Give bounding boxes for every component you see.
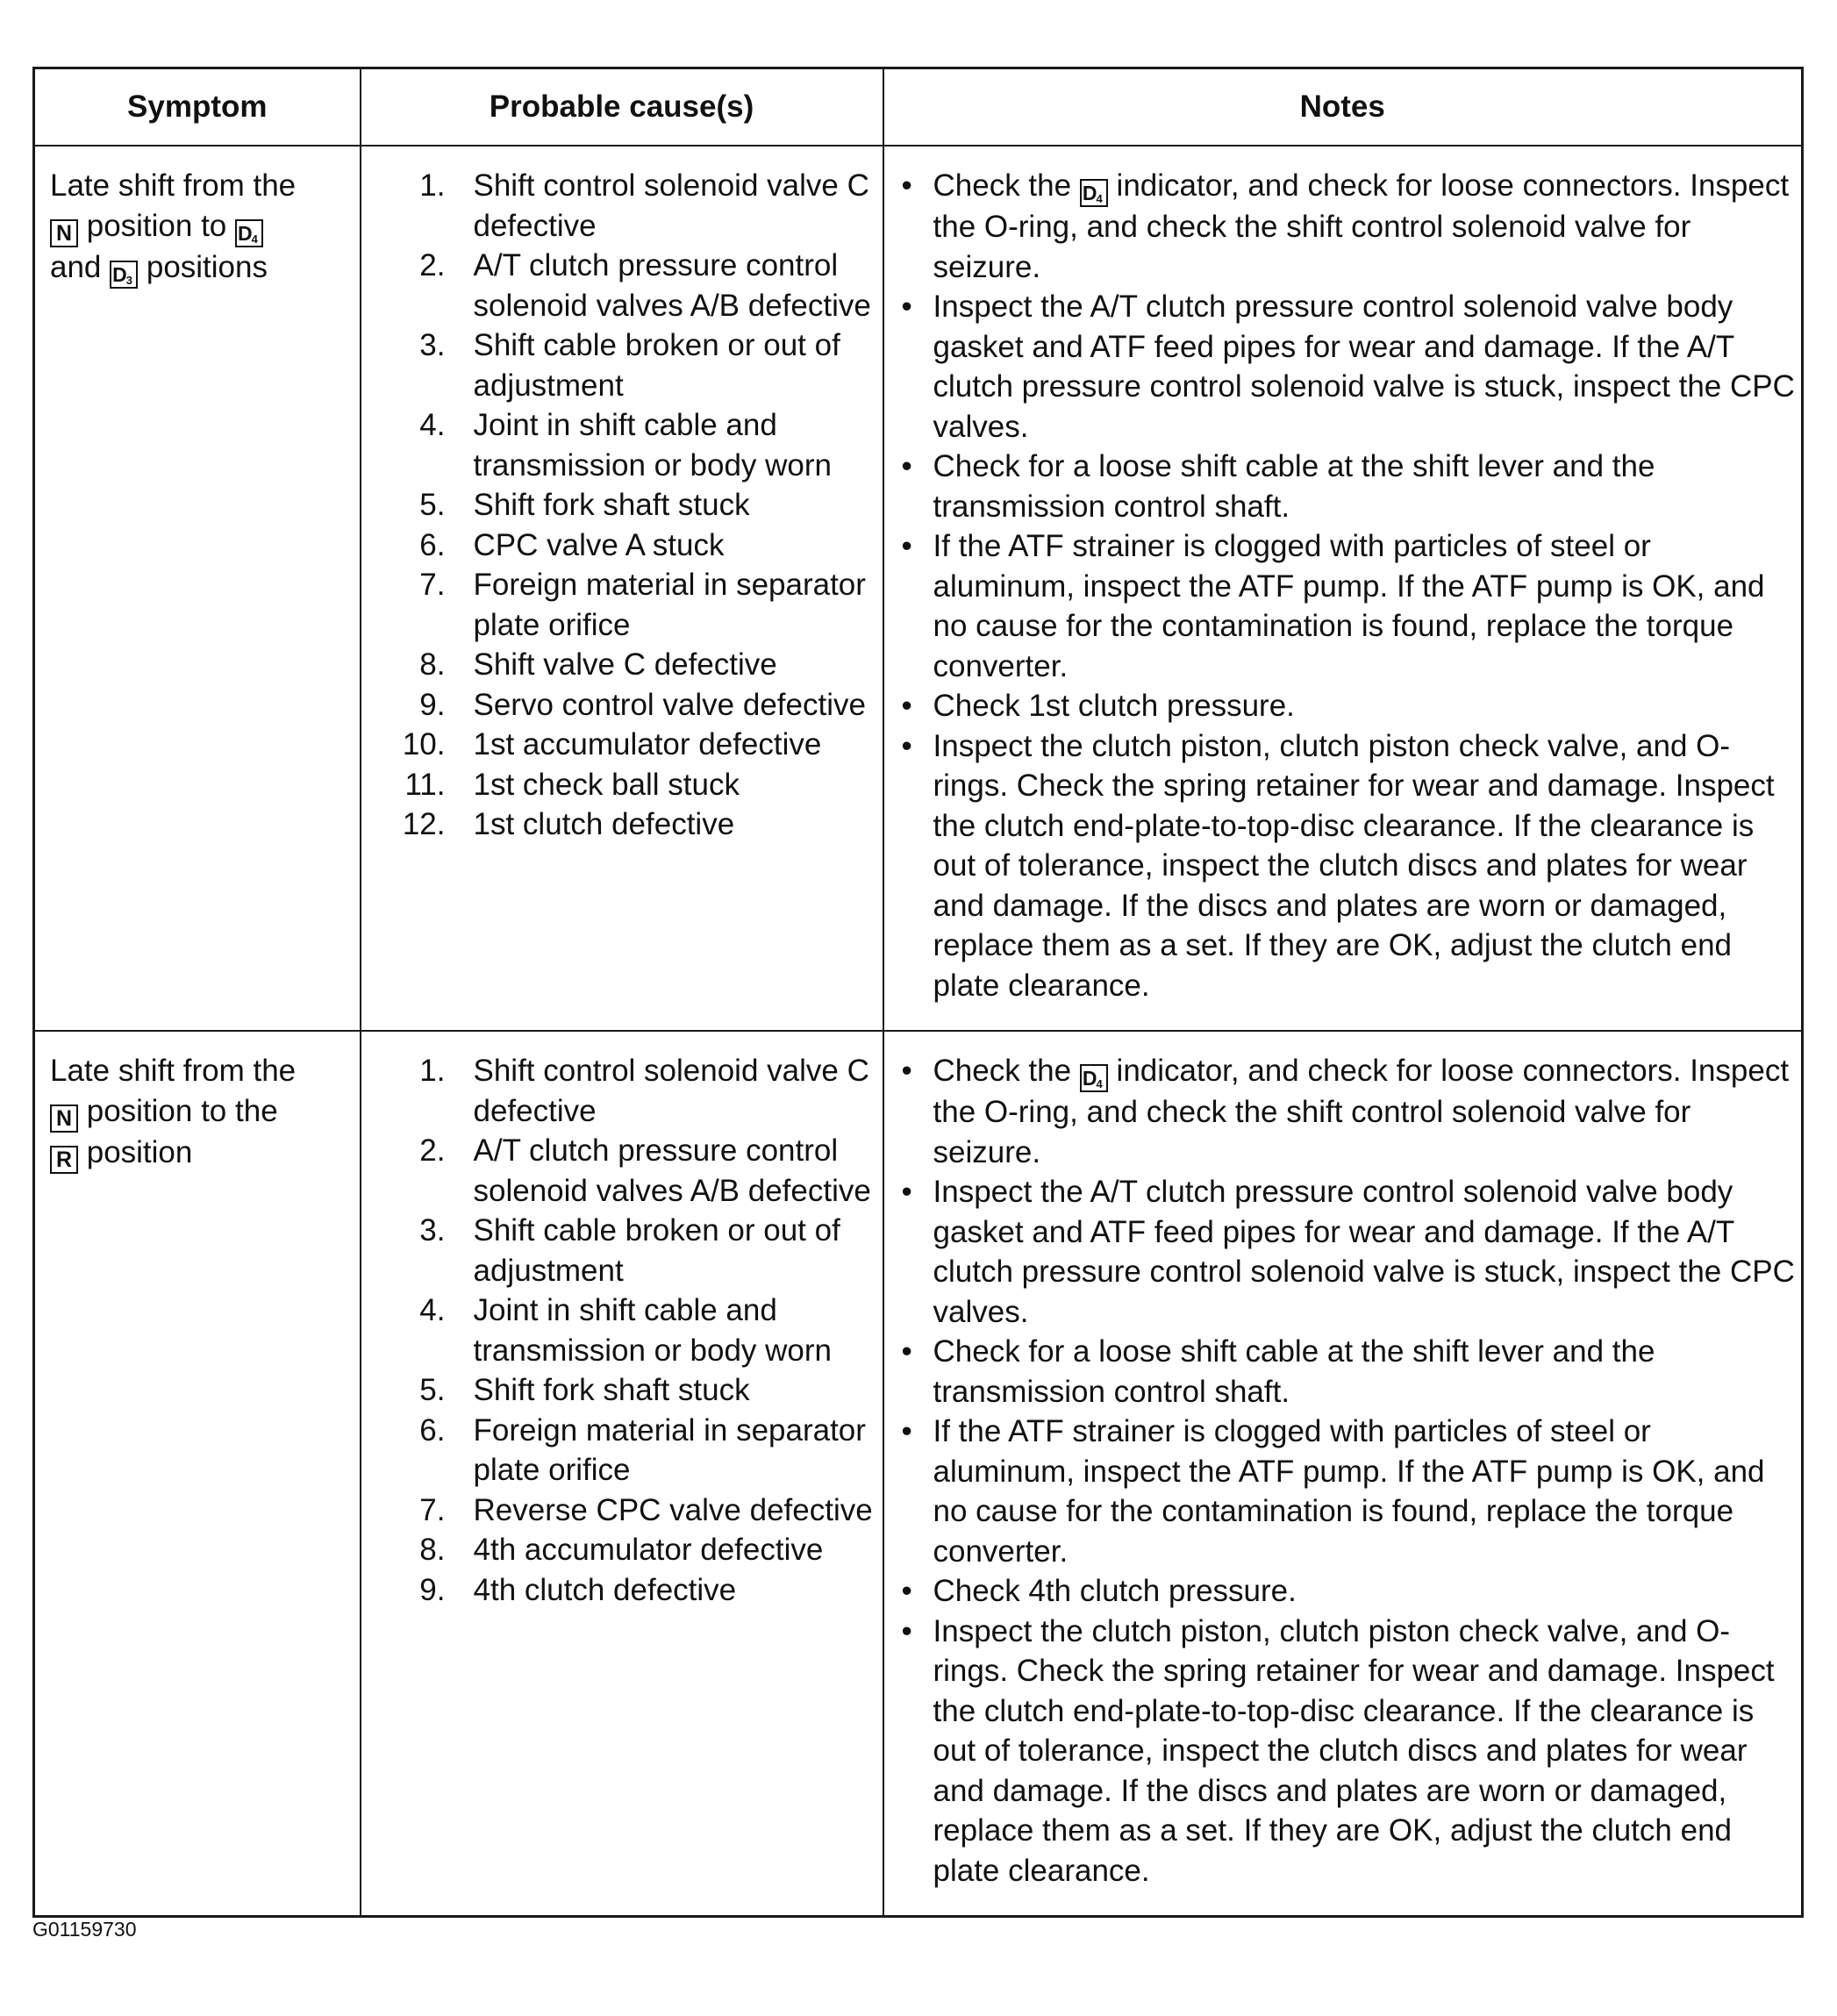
list-item — [361, 325, 874, 405]
cause-number: 6. — [419, 1412, 446, 1448]
list-item — [361, 1570, 874, 1611]
cause-text: 1st clutch defective — [473, 807, 735, 841]
list-item — [361, 166, 874, 246]
symptom-line — [50, 1133, 347, 1174]
note-list — [902, 166, 1797, 1005]
list-item: • Inspect the clutch piston, clutch piston check valve, and O-rings. Check the spring retainer for wear and damage. Inspect the clutch end-plate-to-top-disc clearance. If the clearance is out of tolerance, inspect the clutch discs and plates for wear and damage. If the discs and plates are worn or damaged, replace them as a set. If they are OK, adjust the clutch end plate clearance. — [902, 1612, 1797, 1891]
cause-number: 7. — [419, 568, 446, 602]
cause-number: 2. — [419, 1133, 446, 1168]
cause-number: 8. — [419, 647, 446, 682]
cause-text: 4th accumulator defective — [473, 1533, 824, 1567]
cause-number: 1. — [419, 1054, 446, 1088]
list-item — [361, 685, 874, 726]
table-header-row — [34, 68, 1803, 147]
list-item — [361, 1290, 874, 1370]
notes-cell — [883, 1031, 1803, 1917]
list-item — [361, 804, 874, 845]
list-item: • Inspect the clutch piston, clutch piston check valve, and O-rings. Check the spring retainer for wear and damage. Inspect the clutch end-plate-to-top-disc clearance. If the clearance is out of tolerance, inspect the clutch discs and plates for wear and damage. If the discs and plates are worn or damaged, replace them as a set. If they are OK, adjust the clutch end plate clearance. — [902, 726, 1797, 1006]
symptom-line — [50, 206, 347, 247]
notes-cell — [883, 146, 1803, 1031]
symptom-line — [50, 1091, 347, 1133]
list-item: • Inspect the A/T clutch pressure control solenoid valve body gasket and ATF feed pipes for wear and damage. If the A/T clutch pressure control solenoid valve is stuck, inspect the CPC valves. — [902, 287, 1797, 447]
cause-number: 4. — [419, 408, 446, 442]
cause-text: Shift control solenoid valve C defective — [473, 1054, 869, 1128]
cause-text: Shift cable broken or out of adjustment — [473, 1213, 840, 1288]
list-item: • Inspect the A/T clutch pressure control solenoid valve body gasket and ATF feed pipes for wear and damage. If the A/T clutch pressure control solenoid valve is stuck, inspect the CPC valves. — [902, 1172, 1797, 1332]
symptom-line: Late shift from the — [50, 1054, 297, 1088]
symptom-text: and — [50, 249, 111, 284]
list-item: • If the ATF strainer is clogged with particles of steel or aluminum, inspect the ATF pump. If the ATF pump is OK, and no cause for the contamination is found, replace the torque converter. — [902, 526, 1797, 686]
table-row — [34, 146, 1803, 1031]
cause-text: CPC valve A stuck — [473, 527, 725, 562]
header-notes: Notes — [883, 68, 1803, 147]
list-item: • Check for a loose shift cable at the shift lever and the transmission control shaft. — [902, 447, 1797, 526]
troubleshooting-table — [32, 67, 1804, 1918]
table-row — [34, 1031, 1803, 1917]
symptom-text: position — [78, 1134, 193, 1169]
cause-number: 11. — [404, 767, 446, 802]
cause-number: 1. — [419, 168, 446, 203]
icon-letter: D — [1082, 182, 1097, 204]
symptom-cell — [34, 1031, 361, 1917]
cause-number: 5. — [419, 1373, 446, 1407]
note-text: Check the — [933, 1054, 1080, 1088]
icon-letter: D — [238, 221, 252, 245]
reverse-position-icon: R — [50, 1146, 78, 1174]
list-item — [902, 166, 1797, 287]
neutral-position-icon: N — [50, 1105, 78, 1133]
cause-text: Shift fork shaft stuck — [473, 1373, 750, 1407]
symptom-text: position to the — [78, 1093, 278, 1128]
cause-number: 7. — [419, 1492, 446, 1527]
d4-position-icon — [1080, 179, 1108, 207]
d4-position-icon — [1080, 1064, 1108, 1092]
list-item — [361, 1131, 874, 1211]
neutral-position-icon: N — [50, 219, 78, 247]
cause-text: Reverse CPC valve defective — [473, 1492, 873, 1527]
list-item — [361, 725, 874, 765]
cause-text: 1st accumulator defective — [473, 727, 822, 761]
list-item — [902, 1051, 1797, 1172]
cause-text: Joint in shift cable and transmission or body worn — [473, 408, 832, 483]
cause-number: 10. — [402, 727, 446, 761]
cause-text: Shift valve C defective — [473, 647, 777, 682]
d3-position-icon — [110, 261, 138, 289]
list-item: • If the ATF strainer is clogged with particles of steel or aluminum, inspect the ATF pump. If the ATF pump is OK, and no cause for the contamination is found, replace the torque converter. — [902, 1412, 1797, 1571]
cause-text: Shift cable broken or out of adjustment — [473, 328, 840, 403]
cause-text: Joint in shift cable and transmission or body worn — [473, 1293, 832, 1368]
list-item — [361, 1051, 874, 1131]
cause-text: Foreign material in separator plate orifice — [473, 1412, 866, 1487]
note-text: indicator, and check for loose connectors. Inspect the O-ring, and check the shift control solenoid valve for seizure. — [933, 1054, 1790, 1169]
symptom-line — [50, 247, 347, 289]
cause-number: 8. — [419, 1533, 446, 1567]
icon-subscript: 4 — [251, 232, 257, 246]
cause-text: Foreign material in separator plate orifice — [473, 568, 866, 642]
note-text: indicator, and check for loose connectors. Inspect the O-ring, and check the shift control solenoid valve for seizure. — [933, 168, 1790, 284]
list-item — [361, 1370, 874, 1411]
icon-subscript: 4 — [1096, 1077, 1102, 1090]
cause-number: 12. — [402, 807, 446, 841]
cause-number: 9. — [419, 687, 446, 722]
cause-text: Shift control solenoid valve C defective — [473, 168, 869, 243]
header-symptom: Symptom — [34, 68, 361, 147]
list-item — [361, 1530, 874, 1570]
cause-number: 3. — [419, 328, 446, 362]
cause-number: 6. — [419, 527, 446, 562]
symptom-text: positions — [138, 249, 268, 284]
header-probable-causes: Probable cause(s) — [361, 68, 883, 147]
list-item — [361, 405, 874, 485]
icon-subscript: 3 — [125, 273, 132, 287]
cause-number: 9. — [419, 1572, 446, 1607]
note-text: Check the — [933, 168, 1080, 203]
list-item — [361, 765, 874, 805]
causes-cell — [361, 146, 883, 1031]
note-list — [902, 1051, 1797, 1891]
cause-number: 4. — [419, 1293, 446, 1327]
symptom-text: position to — [78, 208, 235, 243]
list-item — [361, 485, 874, 525]
cause-list — [361, 166, 874, 845]
cause-text: A/T clutch pressure control solenoid valves A/B defective — [473, 248, 871, 323]
cause-text: Shift fork shaft stuck — [473, 488, 750, 522]
symptom-line: Late shift from the — [50, 168, 297, 203]
cause-text: 4th clutch defective — [473, 1572, 737, 1607]
d4-position-icon — [235, 219, 263, 247]
cause-number: 5. — [419, 488, 446, 522]
list-item — [361, 1211, 874, 1290]
icon-letter: D — [1082, 1067, 1097, 1090]
cause-text: 1st check ball stuck — [473, 767, 740, 802]
list-item — [361, 565, 874, 645]
list-item — [361, 1491, 874, 1531]
causes-cell — [361, 1031, 883, 1917]
list-item — [361, 246, 874, 325]
list-item — [361, 1411, 874, 1491]
cause-text: A/T clutch pressure control solenoid valves A/B defective — [473, 1133, 871, 1208]
symptom-cell — [34, 146, 361, 1031]
list-item: • Check 4th clutch pressure. — [902, 1571, 1797, 1612]
list-item — [361, 645, 874, 685]
icon-subscript: 4 — [1096, 192, 1102, 205]
icon-letter: D — [112, 262, 126, 286]
cause-text: Servo control valve defective — [473, 687, 866, 722]
list-item: • Check for a loose shift cable at the shift lever and the transmission control shaft. — [902, 1332, 1797, 1412]
cause-number: 2. — [419, 248, 446, 282]
list-item — [361, 525, 874, 566]
cause-list — [361, 1051, 874, 1610]
list-item: • Check 1st clutch pressure. — [902, 686, 1797, 726]
cause-number: 3. — [419, 1213, 446, 1247]
figure-code: G01159730 — [32, 1918, 137, 1941]
